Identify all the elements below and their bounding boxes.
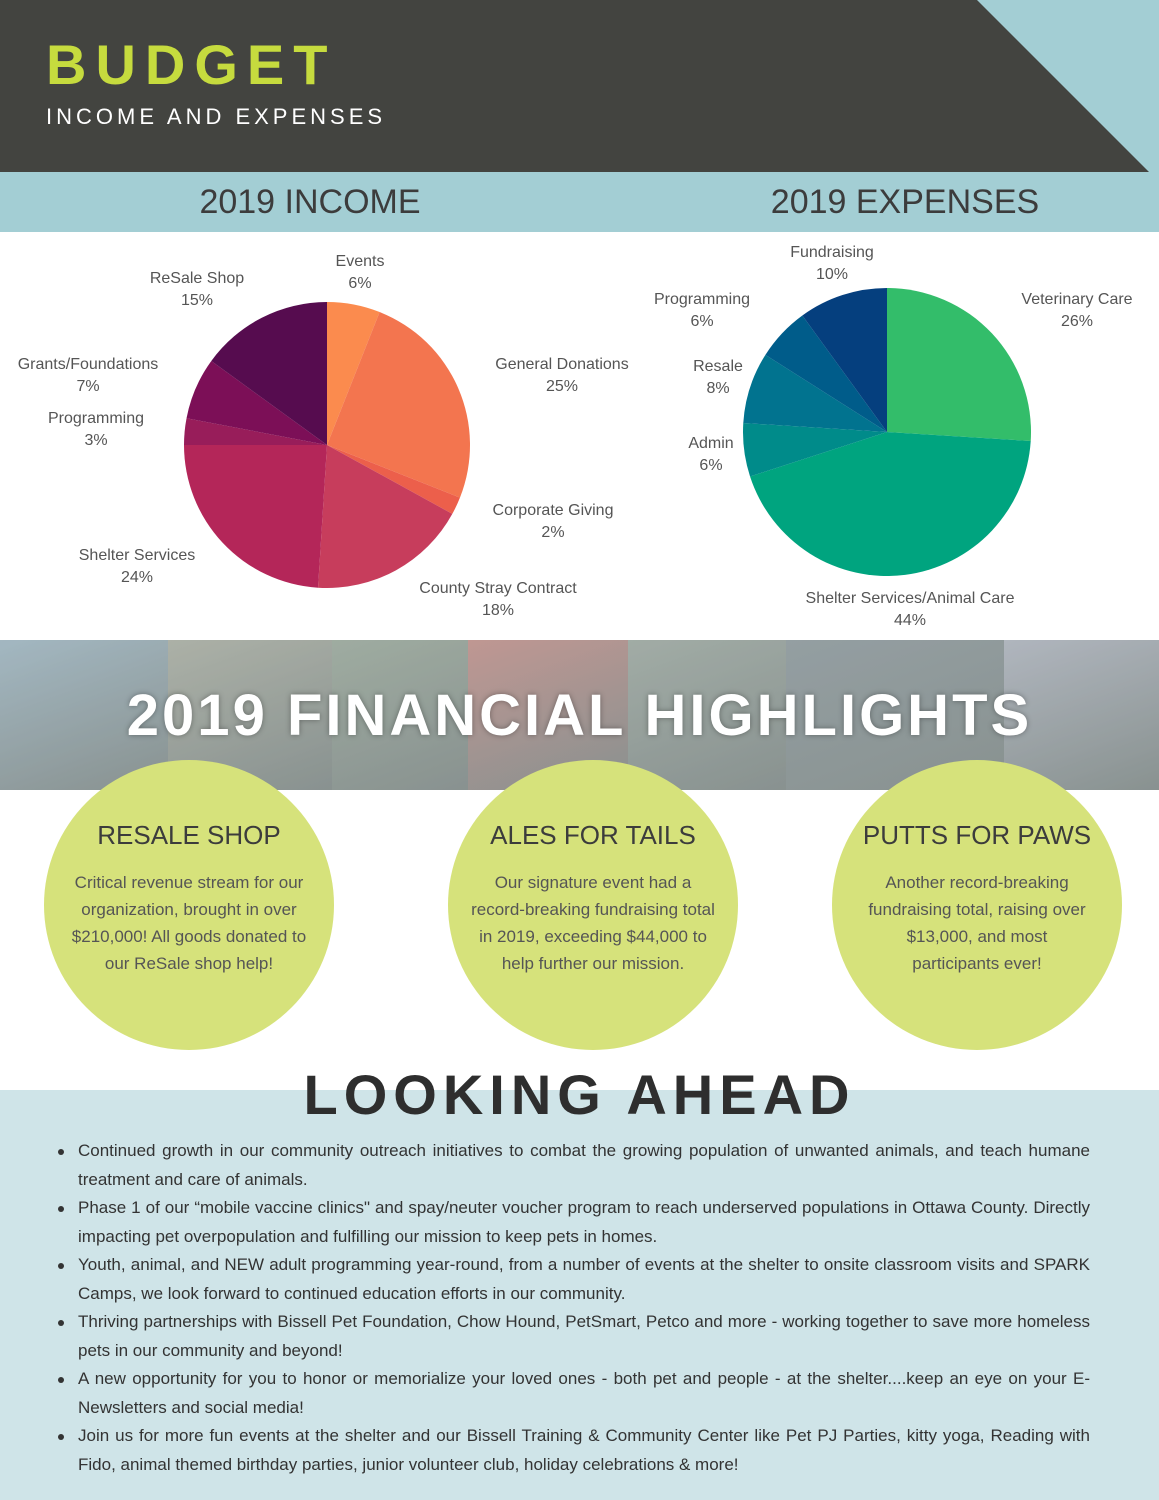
pie-label	[150, 268, 244, 312]
pie-label-value: 3%	[84, 432, 108, 449]
highlight-ales-for-tails	[448, 760, 738, 1050]
pie-label-category: Programming	[47, 410, 145, 427]
pie-label-category: ReSale Shop	[149, 270, 245, 287]
list-item: Thriving partnerships with Bissell Pet Foundation, Chow Hound, PetSmart, Petco and more - working together to save more homeless pets in our community and beyond!	[78, 1308, 1090, 1365]
pie-label	[688, 433, 733, 477]
expenses-pie-chart	[743, 288, 1031, 576]
pie-label	[336, 251, 385, 295]
pie-label-value: 26%	[1060, 313, 1094, 330]
pie-label-value: 44%	[893, 612, 927, 629]
looking-ahead-title: LOOKING AHEAD	[303, 1063, 856, 1126]
pie-label-category: Grants/Foundations	[17, 356, 159, 373]
list-item: Youth, animal, and NEW adult programming year-round, from a number of events at the shelter to onsite classroom visits and SPARK Camps, we look forward to continued education efforts in our community.	[78, 1251, 1090, 1308]
pie-label-category: Fundraising	[790, 244, 874, 261]
list-item: Join us for more fun events at the shelter and our Bissell Training & Community Center like Pet PJ Parties, kitty yoga, Reading with Fido, animal themed birthday parties, junior volunteer club, holiday celebrations & more!	[78, 1422, 1090, 1479]
page-title: BUDGET	[46, 33, 337, 96]
list-item: Continued growth in our community outreach initiatives to combat the growing population of unwanted animals, and teach humane treatment and care of animals.	[78, 1137, 1090, 1194]
pie-label-category: Events	[335, 253, 385, 270]
income-heading: 2019 INCOME	[199, 183, 421, 221]
highlight-resale-shop	[44, 760, 334, 1050]
highlight-body: Our signature event had a record-breaking fundraising total in 2019, exceeding $44,000 to help further our mission.	[471, 873, 715, 973]
pie-label-category: General Donations	[495, 356, 629, 373]
pie-label	[495, 354, 628, 398]
pie-label-value: 6%	[348, 275, 372, 292]
expenses-heading: 2019 EXPENSES	[770, 183, 1040, 221]
pie-label	[1021, 289, 1132, 333]
pie-label-value: 18%	[481, 602, 515, 619]
highlight-body: Critical revenue stream for our organization, brought in over $210,000! All goods donated to our ReSale shop help!	[71, 873, 307, 973]
pie-label-value: 10%	[815, 266, 849, 283]
pie-label	[48, 408, 144, 452]
looking-ahead-list	[78, 1137, 1090, 1479]
pie-label-category: Programming	[653, 291, 751, 308]
pie-label-value: 25%	[545, 378, 579, 395]
pie-label-value: 24%	[120, 569, 154, 586]
pie-label	[493, 500, 614, 544]
list-item: A new opportunity for you to honor or memorialize your loved ones - both pet and people - at the shelter....keep an eye on your E-Newsletters and social media!	[78, 1365, 1090, 1422]
highlight-title: PUTTS FOR PAWS	[862, 820, 1092, 850]
pie-slice-veterinary-care	[887, 288, 1031, 441]
pie-label-category: Shelter Services	[78, 547, 196, 564]
pie-label	[654, 289, 750, 333]
pie-label-category: Veterinary Care	[1021, 291, 1133, 308]
pie-label	[79, 545, 196, 589]
pie-label-value: 8%	[706, 380, 730, 397]
pie-label-category: Shelter Services/Animal Care	[805, 590, 1015, 607]
income-pie-chart	[184, 302, 470, 588]
pie-label	[693, 356, 743, 400]
pie-label	[18, 354, 159, 398]
pie-label-category: Resale	[693, 358, 743, 375]
highlight-body: Another record-breaking fundraising total, raising over $13,000, and most participants ever!	[868, 873, 1086, 973]
pie-label-category: Corporate Giving	[492, 502, 614, 519]
list-item: Phase 1 of our “mobile vaccine clinics" and spay/neuter voucher program to reach underserved populations in Ottawa County. Directly impacting pet overpopulation and fulfilling our mission to keep pets in homes.	[78, 1194, 1090, 1251]
pie-label-value: 6%	[690, 313, 714, 330]
highlight-putts-for-paws	[832, 760, 1122, 1050]
pie-label-value: 15%	[180, 292, 214, 309]
pie-slice-shelter-services	[184, 445, 327, 588]
pie-label-category: County Stray Contract	[419, 580, 577, 597]
highlight-title: ALES FOR TAILS	[490, 820, 696, 850]
page-subtitle: INCOME AND EXPENSES	[46, 104, 387, 129]
financial-highlights-title: 2019 FINANCIAL HIGHLIGHTS	[126, 683, 1033, 748]
pie-label-value: 7%	[76, 378, 100, 395]
pie-label-value: 2%	[541, 524, 565, 541]
pie-label	[419, 578, 576, 622]
pie-label-value: 6%	[699, 457, 723, 474]
pie-label-category: Admin	[688, 435, 734, 452]
pie-label	[790, 242, 874, 286]
highlight-title: RESALE SHOP	[97, 820, 281, 850]
pie-label	[806, 588, 1015, 632]
